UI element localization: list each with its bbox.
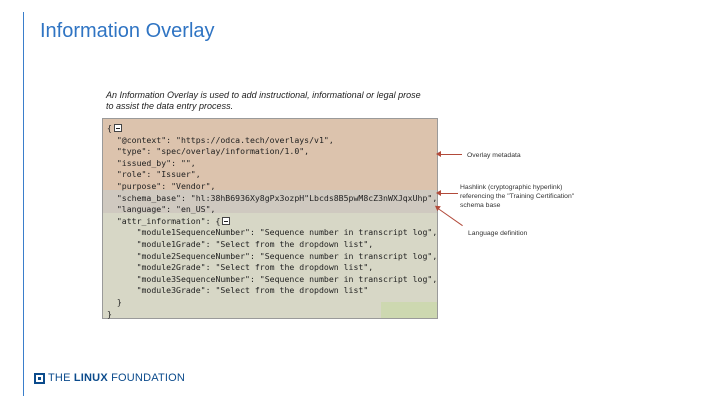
code-line (107, 227, 437, 239)
arrow-language (438, 208, 463, 226)
code-line (107, 193, 437, 205)
code-line-text: "type": "spec/overlay/information/1.0", (107, 146, 310, 157)
intro-text (106, 90, 446, 112)
code-line (107, 204, 437, 216)
code-line (107, 285, 437, 297)
note-hashlink (460, 183, 610, 210)
code-line (107, 251, 437, 263)
code-line (107, 123, 437, 135)
code-line (107, 274, 437, 286)
code-line (107, 146, 437, 158)
note-hashlink-line-2: referencing the "Training Certification" (460, 193, 575, 200)
code-lines (107, 123, 437, 320)
code-line (107, 181, 437, 193)
arrow-overlay-metadata (440, 154, 462, 155)
code-line-text: "module2Grade": "Select from the dropdown list", (107, 262, 374, 273)
collapse-toggle-icon[interactable] (114, 124, 122, 132)
note-hashlink-line-3: schema base (460, 202, 501, 209)
code-line-text: "module1Grade": "Select from the dropdown list", (107, 238, 374, 249)
code-line-text: "purpose": "Vendor", (107, 180, 216, 191)
logo-text-foundation: FOUNDATION (107, 372, 186, 384)
logo-mark-icon (34, 373, 45, 384)
page-title: Information Overlay (40, 20, 215, 42)
code-line-text: "module3Grade": "Select from the dropdown list" (107, 285, 369, 296)
code-line-text: } (107, 296, 122, 307)
code-line (107, 216, 437, 228)
note-hashlink-line-1: Hashlink (cryptographic hyperlink) (460, 184, 563, 191)
linux-foundation-logo (34, 372, 185, 384)
code-line (107, 309, 437, 321)
note-language: Language definition (468, 230, 528, 237)
code-line-text: "schema_base": "hl:38hB6936Xy8gPx3ozpH"Lbcds8B5pwM8cZ3nWXJqxUhp", (107, 192, 438, 203)
code-line (107, 169, 437, 181)
accent-line (23, 12, 24, 396)
code-line (107, 262, 437, 274)
code-line-text: "module1SequenceNumber": "Sequence number in transcript log", (107, 227, 438, 238)
code-line-text: "issued_by": "", (107, 157, 196, 168)
note-overlay-metadata: Overlay metadata (467, 152, 521, 159)
code-line-text: "role": "Issuer", (107, 169, 201, 180)
logo-text-linux: LINUX (73, 372, 108, 384)
code-line (107, 297, 437, 309)
code-line-text: { (107, 123, 112, 133)
code-line-text: "module2SequenceNumber": "Sequence number in transcript log", (107, 250, 438, 261)
logo-text (48, 372, 185, 384)
code-line (107, 135, 437, 147)
arrow-hashlink (440, 193, 458, 194)
code-line-text: "language": "en_US", (107, 204, 216, 215)
code-line-text: "@context": "https://odca.tech/overlays/v1", (107, 134, 334, 145)
json-code-viewer (102, 118, 438, 319)
collapse-toggle-icon[interactable] (222, 217, 230, 225)
code-line (107, 239, 437, 251)
code-line-text: } (107, 308, 112, 319)
intro-line-2: to assist the data entry process. (106, 101, 234, 111)
code-line (107, 158, 437, 170)
intro-line-1: An Information Overlay is used to add instructional, informational or legal prose (106, 90, 421, 100)
logo-text-the: THE (48, 372, 74, 384)
code-line-text: "attr_information": { (107, 215, 221, 226)
code-line-text: "module3SequenceNumber": "Sequence number in transcript log", (107, 273, 438, 284)
